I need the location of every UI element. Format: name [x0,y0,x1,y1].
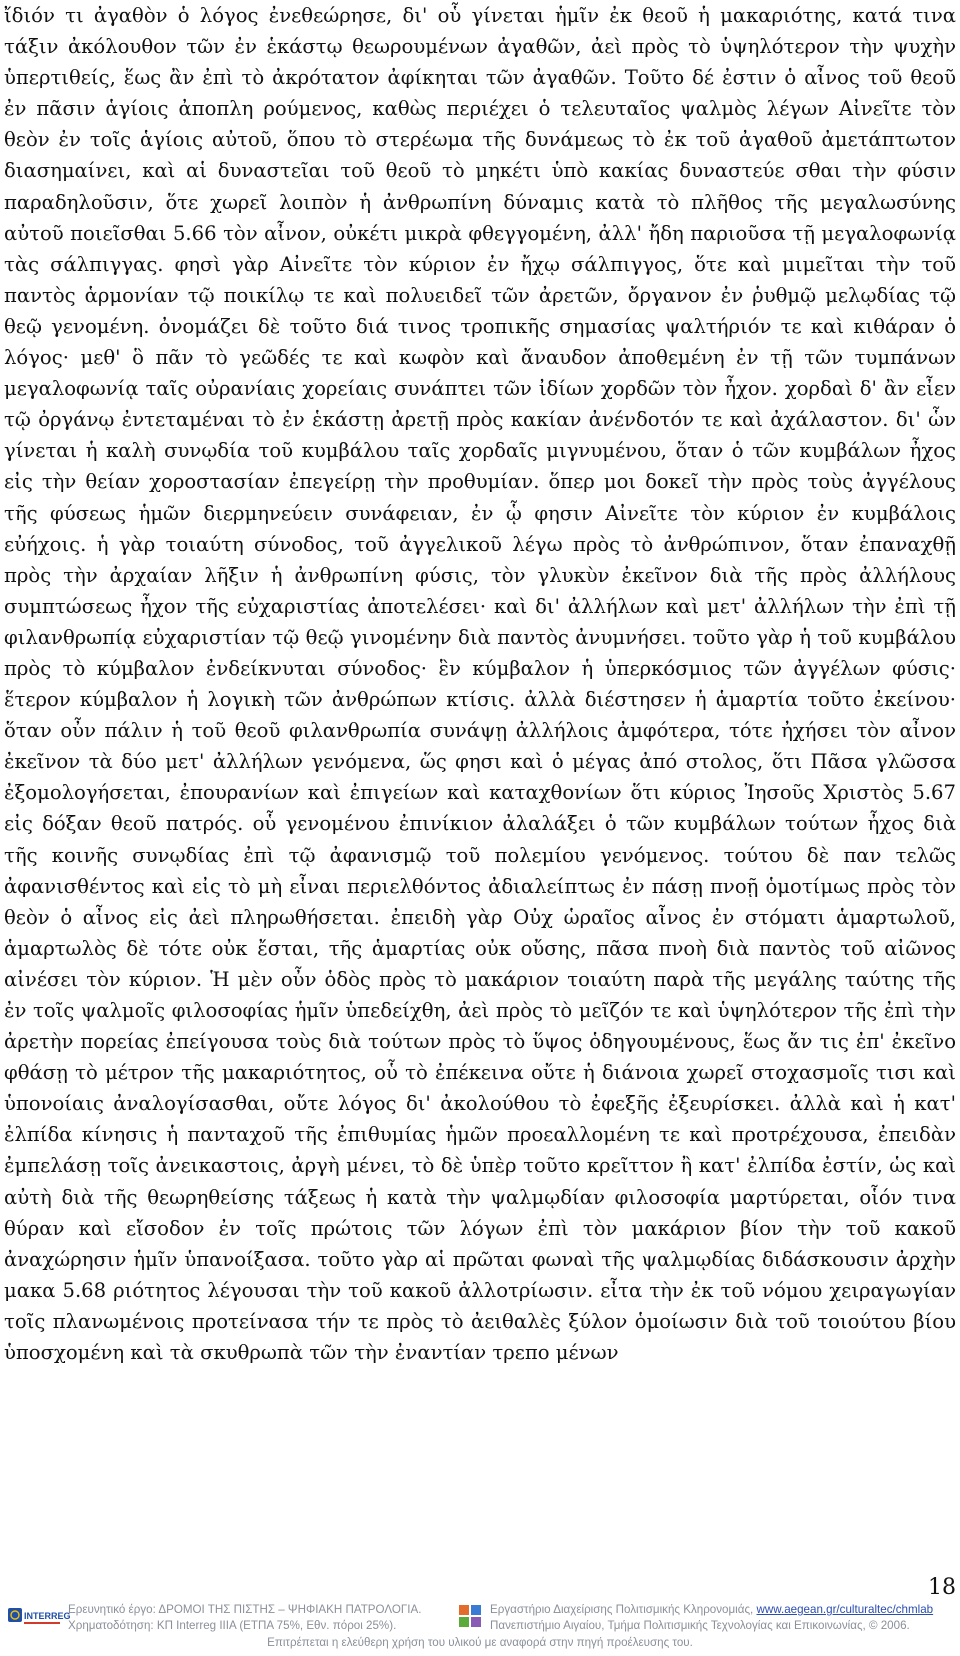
footer-lab-info [490,1602,960,1634]
lab-logo-icon [458,1604,482,1628]
body-paragraph: ἴδιόν τι ἀγαθὸν ὁ λόγος ἐνεθεώρησε, δι' οὗ γίνεται ἡμῖν ἐκ θεοῦ ἡ μακαριότης, κατά τινα τάξιν ἀκόλουθον τῶν ἐν ἑκάστῳ θεωρουμένων ἀγαθῶν, ἀεὶ πρὸς τὸ ὑψηλότερον τὴν ψυχὴν ὑπερτιθείς, ἕως ἂν ἐπὶ τὸ ἀκρότατον ἀφίκηται τῶν ἀγαθῶν. Τοῦτο δέ ἐστιν ὁ αἶνος τοῦ θεοῦ ἐν πᾶσιν ἁγίοις ἀποπλη ρούμενος, καθὼς περιέχει ὁ τελευταῖος ψαλμὸς λέγων Αἰνεῖτε τὸν θεὸν ἐν τοῖς ἁγίοις αὐτοῦ, ὅπου τὸ στερέωμα τῆς δυνάμεως τὸ ἐκ τοῦ ἀγαθοῦ ἀμετάπτωτον διασημαίνει, καὶ αἱ δυναστεῖαι τοῦ θεοῦ τὸ μηκέτι ὑπὸ κακίας δυναστεύε σθαι τὴν φύσιν παραδηλοῦσιν, ὅτε χωρεῖ λοιπὸν ἡ ἀνθρωπίνη δύναμις κατὰ τὸ πλῆθος τῆς μεγαλωσύνης αὐτοῦ ποιεῖσθαι 5.66 τὸν αἶνον, οὐκέτι μικρὰ φθεγγομένη, ἀλλ' ἤδη παριοῦσα τῇ μεγαλοφωνίᾳ τὰς σάλπιγγας. φησὶ γὰρ Αἰνεῖτε τὸν κύριον ἐν ἤχῳ σάλπιγγος, ὅτε καὶ μιμεῖται τὴν τοῦ παντὸς ἁρμονίαν τῷ ποικίλῳ τε καὶ πολυειδεῖ τῶν ἀρετῶν, ὄργανον ἐν ῥυθμῷ μελῳδίας τῷ θεῷ γενομένη. ὀνομάζει δὲ τοῦτο διά τινος τροπικῆς σημασίας ψαλτήριόν τε καὶ κιθάραν ὁ λόγος· μεθ' ὃ πᾶν τὸ γεῶδές τε καὶ κωφὸν καὶ ἄναυδον ἀποθεμένη ἐν τῇ τῶν τυμπάνων μεγαλοφωνίᾳ ταῖς οὐρανίαις χορείαις συνάπτει τῶν ἰδίων χορδῶν τὸν ἦχον. χορδαὶ δ' ἂν εἶεν τῷ ὀργάνῳ ἐντεταμέναι τὸ ἐν ἑκάστῃ ἀρετῇ πρὸς κακίαν ἀνένδοτόν τε καὶ ἀχάλαστον. δι' ὧν γίνεται ἡ καλὴ συνῳδία τοῦ κυμβάλου ταῖς χορδαῖς μιγνυμένου, ὅταν ὁ τῶν κυμβάλων ἦχος εἰς τὴν θείαν χοροστασίαν ἐπεγείρῃ τὴν προθυμίαν. ὅπερ μοι δοκεῖ τὴν πρὸς τοὺς ἀγγέλους τῆς φύσεως ἡμῶν διερμηνεύειν συνάφειαν, ἐν ᾧ φησιν Αἰνεῖτε τὸν κύριον ἐν κυμβάλοις εὐήχοις. ἡ γὰρ τοιαύτη σύνοδος, τοῦ ἀγγελικοῦ λέγω πρὸς τὸ ἀνθρώπινον, ὅταν ἐπαναχθῇ πρὸς τὴν ἀρχαίαν λῆξιν ἡ ἀνθρωπίνη φύσις, τὸν γλυκὺν ἐκεῖνον διὰ τῆς πρὸς ἀλλήλους συμπτώσεως ἦχον τῆς εὐχαριστίας ἀποτελέσει· καὶ δι' ἀλλήλων καὶ μετ' ἀλλήλων τὴν ἐπὶ τῇ φιλανθρωπίᾳ εὐχαριστίαν τῷ θεῷ γινομένην διὰ παντὸς ἀνυμνήσει. τοῦτο γὰρ ἡ τοῦ κυμβάλου πρὸς τὸ κύμβαλον ἐνδείκνυται σύνοδος· ἓν κύμβαλον ἡ ὑπερκόσμιος τῶν ἀγγέλων φύσις· ἕτερον κύμβαλον ἡ λογικὴ τῶν ἀνθρώπων κτίσις. ἀλλὰ διέστησεν ἡ ἁμαρτία τοῦτο ἐκείνου· ὅταν οὖν πάλιν ἡ τοῦ θεοῦ φιλανθρωπία συνάψῃ ἀλλήλοις ἀμφότερα, τότε ἠχήσει τὸν αἶνον ἐκεῖνον τὰ δύο μετ' ἀλλήλων γενόμενα, ὥς φησι καὶ ὁ μέγας ἀπό στολος, ὅτι Πᾶσα γλῶσσα ἐξομολογήσεται, ἐπουρανίων καὶ ἐπιγείων καὶ καταχθονίων ὅτι κύριος Ἰησοῦς Χριστὸς 5.67 εἰς δόξαν θεοῦ πατρός. οὗ γενομένου ἐπινίκιον ἀλαλάξει ὁ τῶν κυμβάλων τούτων ἦχος διὰ τῆς κοινῆς συνῳδίας ἐπὶ τῷ ἀφανισμῷ τοῦ πολεμίου γενόμενος. τούτου δὲ παν τελῶς ἀφανισθέντος καὶ εἰς τὸ μὴ εἶναι περιελθόντος ἀδιαλείπτως ἐν πάσῃ πνοῇ ὁμοτίμως πρὸς τὸν θεὸν ὁ αἶνος εἰς ἀεὶ πληρωθήσεται. ἐπειδὴ γὰρ Οὐχ ὡραῖος αἶνος ἐν στόματι ἁμαρτωλοῦ, ἁμαρτωλὸς δὲ τότε οὐκ ἔσται, τῆς ἁμαρτίας οὐκ οὔσης, πᾶσα πνοὴ διὰ παντὸς τοῦ αἰῶνος αἰνέσει τὸν κύριον. Ἡ μὲν οὖν ὁδὸς πρὸς τὸ μακάριον τοιαύτη παρὰ τῆς μεγάλης ταύτης τῆς ἐν τοῖς ψαλμοῖς φιλοσοφίας ἡμῖν ὑπεδείχθη, ἀεὶ πρὸς τὸ μεῖζόν τε καὶ ὑψηλότερον τῆς ἐπὶ τὴν ἀρετὴν πορείας ἐπείγουσα τοὺς διὰ τούτων πρὸς τὸ ὕψος ὁδηγουμένους, ἕως ἄν τις ἐπ' ἐκεῖνο φθάσῃ τὸ μέτρον τῆς μακαριότητος, οὗ τὸ ἐπέκεινα οὔτε ἡ διάνοια χωρεῖ στοχασμοῖς τισι καὶ ὑπονοίαις ἀναλογίσασθαι, οὔτε λόγος δι' ἀκολούθου τὸ ἐφεξῆς ἐξευρίσκει. ἀλλὰ καὶ ἡ κατ' ἐλπίδα κίνησις ἡ πανταχοῦ τῆς ἐπιθυμίας ἡμῶν προεαλλομένη τε καὶ προτρέχουσα, ἐπειδὰν ἐμπελάσῃ τοῖς ἀνεικαστοις, ἀργὴ μένει, τὸ δὲ ὑπὲρ τοῦτο κρεῖττον ἢ κατ' ἐλπίδα ἐστίν, ὡς καὶ αὐτὴ διὰ τῆς θεωρηθείσης τάξεως ἡ κατὰ τὴν ψαλμῳδίαν φιλοσοφία μαρτύρεται, οἷόν τινα θύραν καὶ εἴσοδον ἐν τοῖς πρώτοις τῶν λόγων ἐπὶ τὸν μακάριον βίον τὴν τοῦ κακοῦ ἀναχώρησιν ἡμῖν ὑπανοίξασα. τοῦτο γὰρ αἱ πρῶται φωναὶ τῆς ψαλμῳδίας διδάσκουσιν ἀρχὴν μακα 5.68 ριότητος λέγουσαι τὴν τοῦ κακοῦ ἀλλοτρίωσιν. εἶτα τὴν ἐκ τοῦ νόμου χειραγωγίαν τοῖς πλανωμένοις προτείνασα τήν τε πρὸς τὸ ἀειθαλὲς ξύλον ὁμοίωσιν διὰ τοῦ τοιούτου βίου ὑποσχομένη καὶ τὰ σκυθρωπὰ τῶν τὴν ἐναντίαν τρεπο μένων [4,4,956,1365]
footer-lab-link[interactable]: www.aegean.gr/culturaltec/chmlab [756,1603,934,1616]
interreg-logo-text: INTERREG [24,1611,71,1621]
footer-lab-line [490,1602,960,1618]
footer-project-info [68,1602,448,1634]
footer-lab-name: Εργαστήριο Διαχείρισης Πολιτισμικής Κληρονομιάς, [490,1603,754,1616]
page-number: 18 [928,1575,956,1600]
interreg-logo-icon [8,1606,71,1630]
footer-university-line: Πανεπιστήμιο Αιγαίου, Τμήμα Πολιτισμικής Τεχνολογίας και Επικοινωνίας, © 2006. [490,1619,910,1632]
footer-usage-note: Επιτρέπεται η ελεύθερη χρήση του υλικού με αναφορά στην πηγή προέλευσης του. [267,1636,693,1649]
footer-project-line: Ερευνητικό έργο: ΔΡΟΜΟΙ ΤΗΣ ΠΙΣΤΗΣ – ΨΗΦΙΑΚΗ ΠΑΤΡΟΛΟΓΙΑ. [68,1603,422,1616]
body-text [4,0,956,1368]
footer-funding-line: Χρηματοδότηση: ΚΠ Interreg IIIA (ΕΤΠΑ 75%, Εθν. πόροι 25%). [68,1619,397,1632]
footer [0,1600,960,1656]
